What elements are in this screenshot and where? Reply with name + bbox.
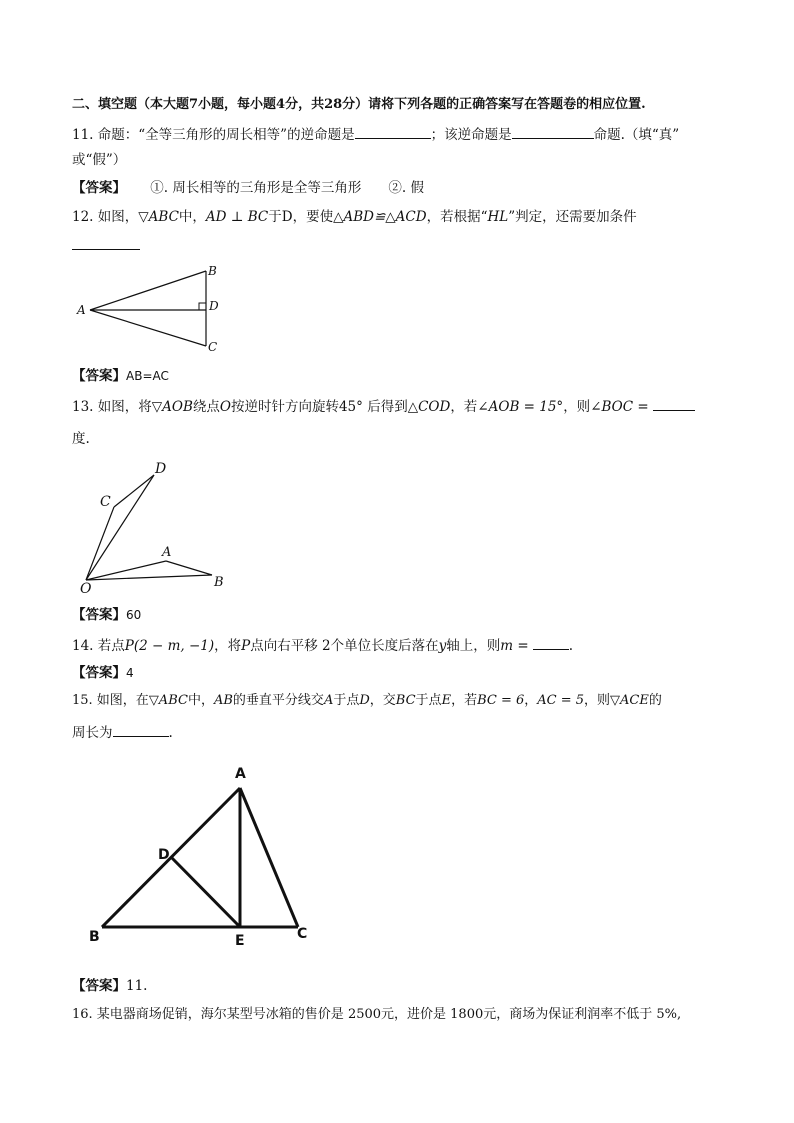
math-expr: △COD (407, 399, 451, 415)
figure-q13-rotation (72, 456, 232, 596)
answer-tag: 【答案】 (72, 368, 126, 384)
answer-blank (72, 249, 140, 250)
q15-text: ，则 (584, 693, 611, 708)
segment-de (171, 857, 240, 927)
q13-answer (72, 606, 141, 624)
answer-text: 11. (126, 978, 148, 994)
q15-text: 于点 (415, 693, 442, 708)
segment-ac (240, 788, 298, 927)
answer-text: 4 (126, 666, 134, 680)
label-a: A (235, 766, 246, 782)
q12-text: ”判定，还需要加条件 (508, 209, 637, 225)
question-15 (72, 692, 662, 710)
q13-text: 13. 如图，将 (72, 399, 152, 415)
q14-text: ，将 (214, 638, 242, 654)
label-b: B (214, 575, 224, 590)
label-a: A (162, 545, 172, 560)
answer-text: ①. 周长相等的三角形是全等三角形 ②. 假 (150, 180, 424, 196)
q15-text: 的垂直平分线交 (232, 693, 324, 708)
math-expr: HL (487, 209, 509, 225)
segment-od (86, 475, 154, 580)
math-expr: BC (395, 693, 416, 708)
math-expr: ∠BOC = (590, 399, 649, 415)
question-13-line2: 度. (72, 431, 90, 447)
math-expr: A (323, 693, 334, 708)
q13-text: ，则 (563, 399, 591, 415)
question-14 (72, 635, 573, 655)
right-angle-mark (199, 303, 206, 310)
q15-text: 于点 (333, 693, 360, 708)
label-d: D (155, 461, 167, 477)
q15-text: 中， (187, 693, 214, 708)
q12-text: 于D，要使 (268, 209, 334, 225)
label-c: C (297, 926, 308, 942)
q14-answer (72, 664, 134, 682)
question-11-line2: 或“假”） (72, 152, 127, 168)
question-16: 16. 某电器商场促销，海尔某型号冰箱的售价是 2500元，进价是 1800元，商场为保证利润率不低于 5%, (72, 1007, 682, 1022)
segment-ac (90, 310, 206, 346)
section-heading: 二、填空题（本大题7小题，每小题4分，共28分）请将下列各题的正确答案写在答题卷的相应位置. (72, 97, 646, 112)
label-b: B (89, 929, 100, 945)
answer-tag: 【答案】 (72, 665, 126, 681)
q11-text-c: 命题.（填“真” (593, 127, 680, 143)
math-expr: E (441, 693, 452, 708)
q15-text: 的 (648, 693, 662, 708)
label-d: D (158, 847, 170, 863)
question-13 (72, 396, 695, 416)
math-expr: P(2 − m, −1) (124, 638, 215, 654)
q11-text-b: ；该逆命题是 (430, 127, 512, 143)
label-a: A (77, 303, 86, 317)
q11-text-a: 11. 命题：“全等三角形的周长相等”的逆命题是 (72, 127, 355, 143)
answer-tag: 【答案】 (72, 978, 126, 994)
segment-ab (166, 561, 212, 575)
q11-answer (72, 179, 424, 197)
q13-text: 按逆时针方向旋转45° 后得到 (230, 399, 408, 415)
math-expr: m = (500, 638, 529, 654)
label-e: E (235, 933, 245, 949)
segment-cd (114, 475, 154, 507)
answer-text: AB=AC (126, 369, 169, 383)
q14-text: . (568, 638, 573, 654)
label-o: O (80, 581, 92, 596)
answer-blank (533, 635, 569, 650)
math-expr: ∠AOB = 15° (477, 399, 564, 415)
question-12 (72, 208, 637, 226)
math-expr: O (219, 399, 231, 415)
answer-blank (355, 124, 431, 139)
label-b: B (208, 264, 217, 278)
figure-q12-triangle (72, 262, 232, 360)
label-c: C (208, 340, 218, 354)
math-expr: ▽ABC (148, 693, 188, 708)
q12-text: 12. 如图， (72, 209, 139, 225)
question-11 (72, 124, 679, 144)
q13-text: 绕点 (192, 399, 220, 415)
math-expr: AC = 5 (537, 693, 585, 708)
math-expr: △ABD≌△ACD (333, 209, 427, 225)
math-expr: D (359, 693, 370, 708)
q12-answer (72, 367, 169, 385)
q15-text: ，交 (369, 693, 396, 708)
q14-text: 点向右平移 2个单位长度后落在 (250, 638, 439, 654)
q13-text: ，若 (450, 399, 478, 415)
q15-answer (72, 977, 147, 995)
q15-text: 周长为 (72, 725, 113, 741)
math-expr: BC = 6 (477, 693, 525, 708)
math-expr: ▽ACE (610, 693, 649, 708)
q15-text: 15. 如图，在 (72, 693, 149, 708)
q14-text: 轴上，则 (446, 638, 501, 654)
math-expr: AB (213, 693, 233, 708)
answer-blank (512, 124, 594, 139)
q15-text: ， (524, 693, 538, 708)
answer-tag: 【答案】 (72, 180, 126, 196)
answer-tag: 【答案】 (72, 607, 126, 623)
math-expr: P (241, 638, 251, 654)
math-expr: ▽AOB (151, 399, 193, 415)
answer-text: 60 (126, 608, 142, 622)
q12-text: ，若根据“ (426, 209, 488, 225)
q14-text: 14. 若点 (72, 638, 125, 654)
math-expr: AD ⊥ BC (205, 209, 269, 225)
question-15-line2: 周长为 . (72, 722, 173, 742)
math-expr: ▽ABC (138, 209, 179, 225)
q15-text: ，若 (451, 693, 478, 708)
figure-q15-triangle (72, 760, 332, 950)
q12-text: 中， (178, 209, 206, 225)
math-expr: y (438, 638, 447, 654)
answer-blank (653, 396, 695, 411)
label-d: D (209, 299, 219, 313)
label-c: C (100, 494, 111, 510)
answer-blank (113, 722, 169, 737)
segment-ab (90, 271, 206, 310)
